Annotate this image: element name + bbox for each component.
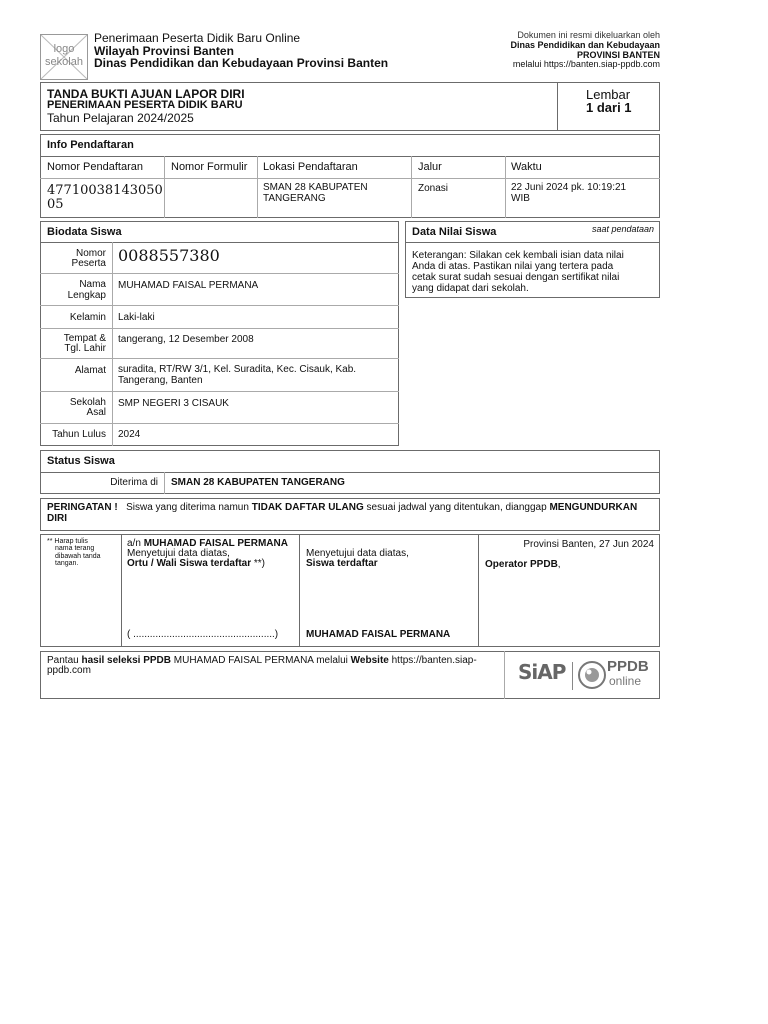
- sign-note-1: ** Harap tulis: [47, 538, 88, 545]
- footer-b1: hasil seleksi PPDB: [81, 655, 171, 666]
- sign-note-3: dibawah tanda: [55, 552, 101, 560]
- footer-t3: https://banten.siap-: [391, 655, 477, 666]
- label-ttl-1: Tempat &: [63, 333, 106, 344]
- col-nomor-formulir: Nomor Formulir: [171, 161, 248, 173]
- nama-value: MUHAMAD FAISAL PERMANA: [118, 280, 259, 291]
- doc-title: TANDA BUKTI AJUAN LAPOR DIRI: [47, 87, 245, 101]
- lembar-value: 1 dari 1: [586, 100, 632, 115]
- sekolah-value: SMP NEGERI 3 CISAUK: [118, 398, 229, 409]
- footer-text: [47, 656, 497, 667]
- label-alamat: Alamat: [74, 365, 106, 376]
- school-logo-placeholder: [40, 34, 88, 80]
- label-sekolah-2: Asal: [86, 407, 106, 418]
- alamat-value-1: suradita, RT/RW 3/1, Kel. Suradita, Kec. Cisauk, Kab.: [118, 364, 357, 375]
- label-nama-2: Lengkap: [67, 290, 106, 301]
- ortu-blank: ( ...................................................): [127, 629, 279, 640]
- warning-bold-1: TIDAK DAFTAR ULANG: [251, 502, 364, 513]
- ortu-an: a/n: [127, 538, 141, 549]
- col-lokasi: Lokasi Pendaftaran: [263, 161, 358, 173]
- label-nomor-peserta-1: Nomor: [75, 248, 106, 259]
- header-right-3: PROVINSI BANTEN: [576, 50, 660, 60]
- warning-bold-2a: MENGUNDURKAN: [549, 502, 638, 513]
- header-line-2: Wilayah Provinsi Banten: [94, 44, 234, 58]
- warning-bold-2b: DIRI: [47, 513, 67, 524]
- ortu-name: MUHAMAD FAISAL PERMANA: [143, 538, 288, 549]
- warning-text-2: sesuai jadwal yang ditentukan, dianggap: [366, 502, 547, 513]
- place-date: Provinsi Banten, 27 Jun 2024: [523, 539, 654, 550]
- alamat-value-2: Tangerang, Banten: [118, 375, 203, 386]
- label-nomor-peserta-2: Peserta: [71, 258, 106, 269]
- sign-note: [47, 538, 101, 567]
- status-heading: Status Siswa: [47, 455, 115, 467]
- ppdb-logo: [577, 657, 657, 693]
- nilai-heading: Data Nilai Siswa: [412, 226, 497, 238]
- waktu-2: WIB: [511, 193, 530, 204]
- ortu-role-line: [127, 559, 265, 570]
- nilai-ket-4: yang didapat dari sekolah.: [412, 283, 529, 294]
- footer-t2: MUHAMAD FAISAL PERMANA melalui: [173, 655, 348, 666]
- footer-b2: Website: [350, 655, 389, 666]
- label-sekolah-1: Sekolah: [69, 397, 106, 408]
- lokasi-1: SMAN 28 KABUPATEN: [263, 182, 368, 193]
- header-right-4: melalui https://banten.siap-ppdb.com: [512, 59, 660, 69]
- ppdb-emblem-icon: [577, 660, 607, 690]
- sign-note-2: nama terang: [55, 545, 95, 553]
- siswa-name: MUHAMAD FAISAL PERMANA: [306, 629, 451, 640]
- nilai-ket-2: Anda di atas. Pastikan nilai yang tertera pada: [412, 261, 614, 272]
- siap-logo: [518, 660, 570, 692]
- col-jalur: Jalur: [418, 161, 442, 173]
- nilai-ket-1: Keterangan: Silakan cek kembali isian data nilai: [412, 250, 624, 261]
- ortu-agree: Menyetujui data diatas,: [127, 548, 230, 559]
- header-line-3: Dinas Pendidikan dan Kebudayaan Provinsi Banten: [94, 56, 389, 70]
- lembar-label: Lembar: [586, 87, 631, 102]
- nomor-pendaftaran-2: 05: [47, 197, 64, 212]
- footer-t1: Pantau: [47, 655, 79, 666]
- header-right-1: Dokumen ini resmi dikeluarkan oleh: [517, 30, 660, 40]
- label-nama-1: Nama: [79, 279, 106, 290]
- ortu-role-suffix: **): [253, 558, 266, 569]
- label-kelamin: Kelamin: [69, 312, 106, 323]
- siswa-role: Siswa terdaftar: [306, 558, 378, 569]
- operator-label: Operator PPDB: [485, 559, 558, 570]
- ortu-role: Ortu / Wali Siswa terdaftar: [127, 558, 252, 569]
- logo-text-1: logo: [53, 43, 75, 55]
- sign-note-4: tangan.: [55, 560, 79, 568]
- siap-logo-text: SiAP: [518, 660, 566, 684]
- status-label: Diterima di: [110, 477, 158, 488]
- kelamin-value: Laki-laki: [118, 312, 155, 323]
- jalur-value: Zonasi: [418, 183, 449, 194]
- ttl-value: tangerang, 12 Desember 2008: [118, 334, 254, 345]
- logo-text-2: sekolah: [45, 56, 83, 68]
- ppdb-logo-text: PPDB: [607, 658, 649, 675]
- footer-t4: ppdb.com: [47, 665, 91, 676]
- header-right-2: Dinas Pendidikan dan Kebudayaan: [510, 40, 660, 50]
- lokasi-2: TANGERANG: [263, 193, 326, 204]
- biodata-heading: Biodata Siswa: [47, 226, 122, 238]
- operator-suffix: ,: [557, 559, 561, 570]
- warning-text: [47, 503, 657, 514]
- label-lulus: Tahun Lulus: [52, 429, 106, 440]
- nilai-note: saat pendataan: [591, 224, 654, 234]
- info-heading: Info Pendaftaran: [47, 139, 134, 151]
- col-nomor-pendaftaran: Nomor Pendaftaran: [47, 161, 143, 173]
- warning-label: PERINGATAN !: [47, 502, 118, 513]
- warning-text-1: Siswa yang diterima namun: [126, 502, 249, 513]
- label-ttl-2: Tgl. Lahir: [64, 343, 106, 354]
- col-waktu: Waktu: [511, 161, 542, 173]
- waktu-1: 22 Juni 2024 pk. 10:19:21: [511, 182, 627, 193]
- siswa-agree: Menyetujui data diatas,: [306, 548, 409, 559]
- nomor-peserta-value: 0088557380: [118, 246, 220, 265]
- nilai-ket-3: cetak surat sudah sesuai dengan sertifikat nilai: [412, 272, 620, 283]
- lulus-value: 2024: [118, 429, 141, 440]
- nomor-pendaftaran-1: 47710038143050: [47, 183, 163, 198]
- doc-subtitle: PENERIMAAN PESERTA DIDIK BARU: [47, 99, 243, 111]
- header-line-1: Penerimaan Peserta Didik Baru Online: [94, 31, 301, 45]
- doc-year: Tahun Pelajaran 2024/2025: [47, 111, 194, 125]
- ppdb-online-text: online: [609, 674, 642, 688]
- operator-line: [485, 559, 561, 570]
- status-value: SMAN 28 KABUPATEN TANGERANG: [171, 477, 345, 488]
